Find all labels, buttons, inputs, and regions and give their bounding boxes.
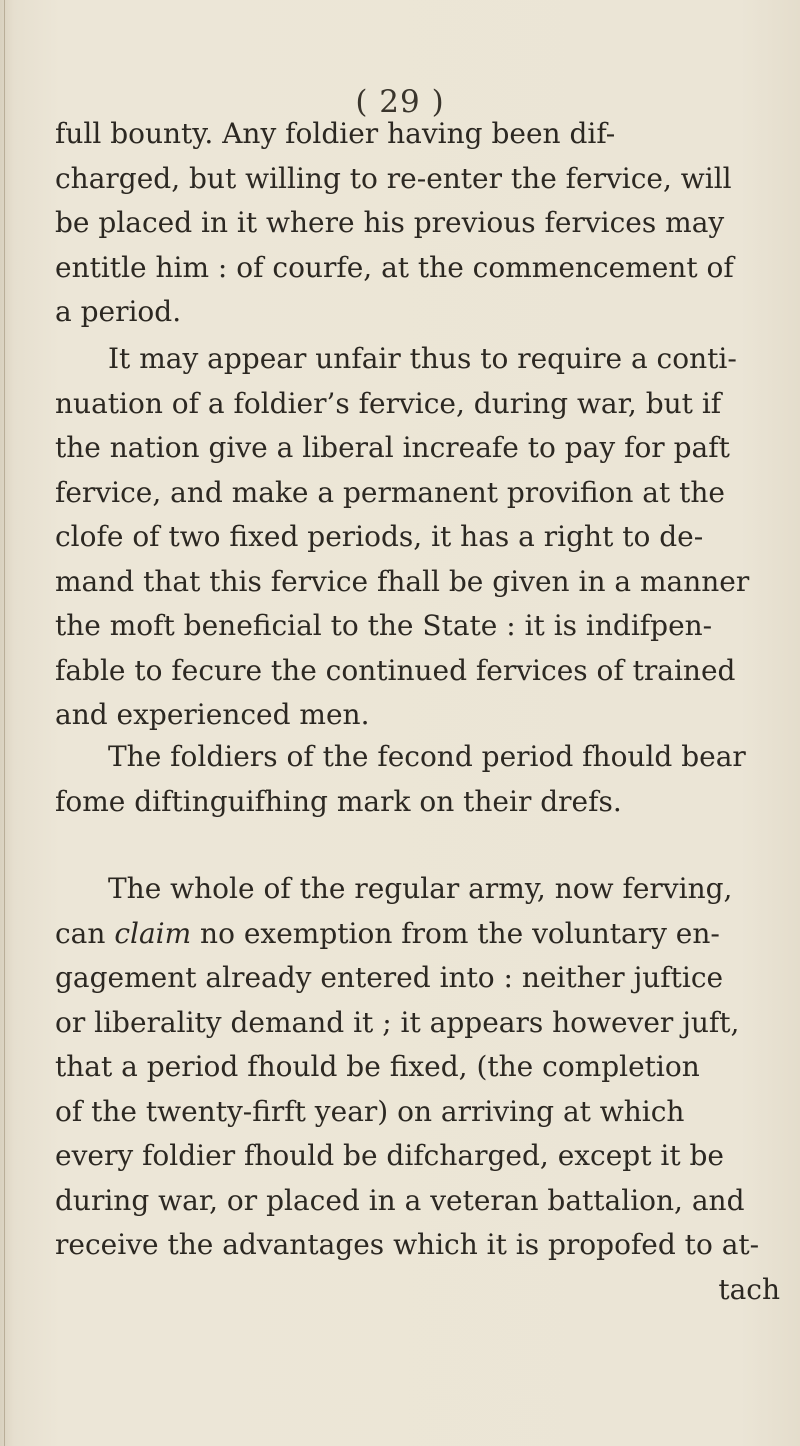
text-line: entitle him : of courfe, at the commencement of — [55, 250, 734, 284]
text-line: It may appear unfair thus to require a conti- — [108, 342, 737, 375]
text-segment: no exemption from the voluntary en- — [191, 916, 720, 950]
text-line: fable to fecure the continued fervices of trained — [55, 653, 736, 687]
text-line: gagement already entered into : neither juftice — [55, 961, 724, 994]
text-line: a period. — [55, 295, 182, 328]
page-gutter-edge — [4, 0, 5, 1446]
text-line: every foldier fhould be difcharged, except it be — [55, 1139, 724, 1172]
text-line: fervice, and make a permanent provifion at the — [55, 475, 725, 509]
text-line: clofe of two fixed periods, it has a right to de- — [55, 520, 704, 553]
text-line — [55, 912, 780, 957]
text-line: mand that this fervice fhall be given in a manner — [55, 564, 750, 598]
text-line: of the twenty-firft year) on arriving at which — [55, 1094, 685, 1128]
paragraph-3 — [55, 735, 780, 824]
italic-word: claim — [114, 916, 192, 950]
text-line: that a period fhould be fixed, (the completion — [55, 1050, 700, 1083]
text-line: The whole of the regular army, now ferving, — [108, 872, 733, 905]
paragraph-1 — [55, 112, 780, 335]
text-line: during war, or placed in a veteran battalion, and — [55, 1183, 745, 1217]
paragraph-4 — [55, 867, 780, 1312]
text-line: and experienced men. — [55, 698, 370, 731]
page-number: ( 29 ) — [355, 84, 445, 120]
catchword: tach — [718, 1272, 780, 1306]
text-line: fome diftinguifhing mark on their drefs. — [55, 784, 622, 818]
paragraph-2 — [55, 337, 780, 738]
text-line: the nation give a liberal increafe to pay for paft — [55, 431, 730, 464]
text-line: full bounty. Any foldier having been dif- — [55, 117, 616, 150]
text-line: charged, but willing to re-enter the fervice, will — [55, 161, 732, 195]
text-line: The foldiers of the fecond period fhould bear — [108, 740, 746, 773]
text-line: or liberality demand it ; it appears however juft, — [55, 1005, 740, 1039]
text-line: be placed in it where his previous fervices may — [55, 206, 725, 239]
text-segment: can — [55, 916, 115, 950]
text-line: nuation of a foldier’s fervice, during war, but if — [55, 386, 722, 420]
text-line: receive the advantages which it is propofed to at- — [55, 1228, 760, 1261]
text-line: the moft beneficial to the State : it is indifpen- — [55, 609, 713, 642]
